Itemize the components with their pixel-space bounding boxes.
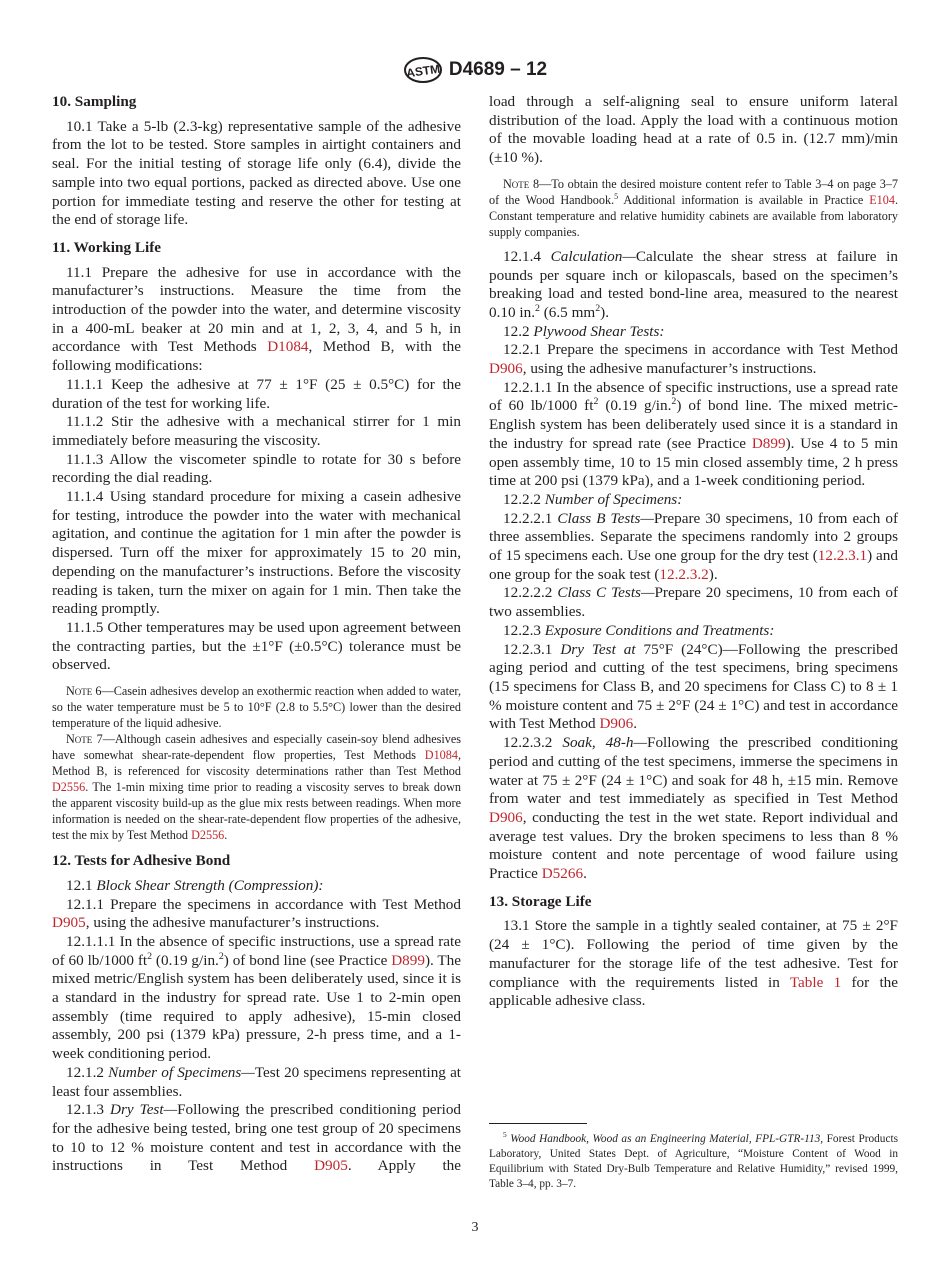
text-run: 12.1.3 [66, 1101, 110, 1119]
text-run: 13.1 Store the sample in a tightly sealed container, at 75 ± 2°F (24 ± 1°C). Following the period of time given by the manufacturer for the storage life of the test adhesive. Test for compliance with the requirements listed in [489, 917, 898, 991]
text-run: —Casein adhesives develop an exothermic reaction when added to water, so the water temperature must be 5 to 10°F (2.8 to 5.5°C) lower than the desired temperature of the liquid adhesive. [52, 684, 462, 731]
text-run: 75°F (24°C)—Following the prescribed aging period and cutting of the test specimens, bring specimens (15 specimens for Class B, and 20 specimens for Class C) to 8 ± 1 % moisture content and 75 ± 2°F (24 ± 1°C) and test in accordance with Test Method [489, 640, 899, 733]
text-run: 12.2.3 [503, 621, 545, 639]
text-run: Prepare 20 specimens, 10 from each of two assemblies. [489, 584, 899, 621]
right-column [489, 93, 898, 1011]
text-run: Following the prescribed conditioning period for the adhesive being tested, bring one test group of 20 specimens to 10 to 12 % moisture content and test in accordance with the instructions in Test Method [52, 1101, 462, 1175]
text-run: load through a self-aligning seal to ensure uniform lateral distribution of the load. Apply the load with a continuous motion of the movable loading head at a rate of 0.5 in. (12.7 mm)/min (±10 %). [489, 93, 898, 167]
paragraph [52, 264, 461, 376]
italic-text: Calculation— [550, 247, 636, 265]
text-run: 12.1.2 [66, 1063, 109, 1081]
section-heading [52, 93, 461, 112]
text-run: 12.2.3.2 [503, 734, 563, 752]
section-heading [52, 239, 461, 258]
italic-text: Class B Tests— [557, 509, 654, 527]
paragraph [489, 510, 898, 585]
italic-text: Block Shear Strength (Compression): [96, 876, 324, 894]
note-label: Note 8 [503, 176, 540, 191]
text-run: ) of bond line (see Practice [223, 951, 392, 969]
footnote [489, 1132, 898, 1192]
reference-link[interactable]: D5266 [541, 865, 584, 883]
italic-text: Plywood Shear Tests: [533, 322, 665, 340]
text-run: ). [708, 565, 718, 583]
text-run: 12.2.2.2 [503, 584, 558, 602]
reference-link[interactable]: D2556 [52, 780, 86, 795]
text-run: 12. Tests for Adhesive Bond [52, 852, 231, 870]
text-run: —To obtain the desired moisture content refer to Table 3–4 on page 3–7 of the Wood Handbook. [489, 176, 899, 207]
italic-text: Exposure Conditions and Treatments: [544, 621, 775, 639]
reference-link[interactable]: D1084 [267, 338, 309, 356]
reference-link[interactable]: D906 [489, 360, 523, 378]
superscript: 2 [218, 950, 224, 962]
note [52, 683, 461, 731]
superscript: 2 [593, 396, 599, 408]
text-run: Calculate the shear stress at failure in pounds per square inch or kilopascals, based on the specimen’s breaking load and tested bond-line area, measured to the nearest 0.10 in. [489, 247, 898, 321]
paragraph [52, 451, 461, 488]
text-run: 12.2 [503, 322, 534, 340]
text-run: , using the adhesive manufacturer’s instructions. [522, 360, 817, 378]
paragraph [489, 917, 898, 1011]
text-run: 11.1.3 Allow the viscometer spindle to rotate for 30 s before recording the dial reading. [52, 450, 461, 487]
text-run: 10. Sampling [52, 93, 137, 110]
note [52, 731, 461, 843]
paragraph [489, 491, 898, 510]
paragraph [52, 1064, 461, 1101]
note-label: Note 7 [66, 732, 103, 747]
text-run: 12.1.4 [503, 247, 551, 265]
reference-link[interactable]: D1084 [424, 748, 458, 763]
text-run: , using the adhesive manufacturer’s instructions. [85, 914, 380, 932]
reference-link[interactable]: D899 [391, 951, 425, 969]
reference-link[interactable]: D905 [314, 1157, 348, 1175]
text-run: . Apply the [347, 1157, 461, 1175]
paragraph [489, 341, 898, 378]
paragraph [489, 323, 898, 342]
footnote-divider [489, 1123, 587, 1124]
superscript: 5 [614, 191, 619, 201]
italic-text: Dry Test— [110, 1101, 178, 1119]
italic-text: Soak, 48-h— [562, 734, 648, 752]
text-run: . [224, 828, 228, 843]
text-run: , Method B, with the following modifications: [52, 338, 461, 375]
paragraph [52, 1101, 461, 1176]
reference-link[interactable]: 12.2.3.2 [659, 565, 709, 583]
italic-text: Class C Tests— [557, 584, 655, 602]
reference-link[interactable]: E104 [869, 192, 895, 207]
text-run: 12.2.1 Prepare the specimens in accordance with Test Method [503, 341, 898, 359]
text-run: ) and one group for the soak test ( [489, 547, 898, 583]
text-run: 11.1.5 Other temperatures may be used upon agreement between the contracting parties, but the ±1°F (±0.5°C) tolerance must be observed. [52, 618, 461, 674]
italic-text: Number of Specimens— [108, 1063, 255, 1081]
reference-link[interactable]: D905 [52, 914, 86, 932]
text-run: 10.1 Take a 5-lb (2.3-kg) representative sample of the adhesive from the lot to be tested. Store samples in airtight containers and seal. For the initial testing of storage life only (6.4), divide the sample into two equal portions, packed as directed above. Use one portion for immediate testing and reserve the other for testing at the end of storage life. [52, 117, 461, 229]
page-number: 3 [471, 1220, 479, 1235]
text-run: (0.19 g/in. [598, 397, 672, 415]
note [489, 176, 898, 240]
superscript: 2 [535, 302, 540, 314]
paragraph [489, 734, 898, 884]
text-run: 12.2.1.1 In the absence of specific instructions, use a spread rate of 60 lb/1000 ft [489, 378, 898, 415]
text-run: . [633, 715, 637, 733]
text-run: 13. Storage Life [489, 892, 592, 910]
text-run: (6.5 mm [539, 303, 596, 321]
text-run: 11.1.4 Using standard procedure for mixing a casein adhesive for testing, introduce the powder into the water with mechanical agitation, and continue the agitation for 1 min after the powder is dispersed. Turn off the mixer for approximately 15 to 20 min, depending on the manufacturer’s instructions. Before the viscosity reading is taken, turn the mixer on again for 1 min. Then take the reading promptly. [52, 488, 461, 618]
paragraph [52, 118, 461, 230]
reference-link[interactable]: 12.2.3.1 [817, 547, 868, 565]
reference-link[interactable]: D906 [599, 715, 634, 733]
paragraph [489, 93, 898, 168]
italic-text: Number of Specimens: [544, 490, 683, 508]
left-column [52, 93, 461, 1176]
document-id: D4689 – 12 [448, 59, 548, 80]
text-run: , conducting the test in the wet state. Report individual and average test values. Dry the broken specimens to less than 8 % moisture content and note percentage of wood failure using Practice [489, 808, 898, 883]
text-run: ). Use 4 to 5 min open assembly time, 10 to 15 min closed assembly time, 2 h press time at 200 psi (1379 kPa), and a 1-week conditioning period. [489, 434, 898, 490]
paragraph [489, 641, 898, 735]
paragraph [489, 379, 898, 491]
text-run: 12.1.1.1 In the absence of specific instructions, use a spread rate of 60 lb/1000 ft [52, 932, 461, 969]
reference-link[interactable]: D906 [489, 808, 523, 826]
paragraph [52, 413, 461, 450]
text-run: ). The mixed metric/English system has been deliberately used, since it is a standard in the industry for spread rate. Use 1 to 2-min open assembly (time required to apply adhesive), 15-min closed assembly, 200 psi (1379 kPa) pressure, 2-h press time, and a 1-week conditioning period. [52, 951, 462, 1063]
astm-logo-icon [403, 56, 443, 84]
text-run: ) of bond line. The mixed metric-English system has been deliberately used since it is a standard in the industry for spread rate (see Practice [489, 397, 898, 452]
text-run: 12.2.2.1 [503, 509, 558, 527]
text-run: 11.1.2 Stir the adhesive with a mechanical stirrer for 1 min immediately before measuring the viscosity. [52, 413, 461, 449]
text-run: 12.1 [66, 876, 97, 894]
text-run: Prepare 30 specimens, 10 from each of three assemblies. Separate the specimens randomly into 2 groups of 15 specimens each. Use one group for the dry test ( [489, 509, 899, 565]
paragraph [489, 248, 898, 323]
text-run: 12.1.1 Prepare the specimens in accordance with Test Method [66, 895, 461, 913]
text-run: , Method B, is referenced for viscosity determinations rather than Test Method [52, 748, 461, 779]
text-run: 11.1 Prepare the adhesive for use in accordance with the manufacturer’s instructions. Measure the time from the introduction of the powder into the water, and determine viscosity in a 400-mL beaker at 20 min and at 1, 2, 3, 4, and 5 h, in accordance with Test Methods [52, 263, 461, 356]
italic-text: Wood Handbook, Wood as an Engineering Material, FPL-GTR-113, [506, 1133, 824, 1145]
text-run: Forest Products Laboratory, United States Dept. of Agriculture, “Moisture Content of Wood in Equilibrium with Stated Dry-Bulb Temperature and Relative Humidity,” revised 1999, Table 3–4, pp. 3–7. [489, 1133, 898, 1190]
note-label: Note 6 [66, 684, 102, 699]
paragraph [52, 896, 461, 933]
reference-link[interactable]: Table 1 [789, 973, 842, 991]
paragraph [52, 933, 461, 1064]
reference-link[interactable]: D2556 [191, 828, 225, 843]
text-run: . [583, 865, 587, 883]
paragraph [489, 584, 898, 621]
reference-link[interactable]: D899 [751, 434, 786, 452]
section-heading [52, 852, 461, 871]
text-run: Test 20 specimens representing at least four assemblies. [52, 1063, 462, 1100]
italic-text: Dry Test at [560, 640, 644, 658]
superscript: 2 [147, 950, 153, 962]
text-run: 11.1.1 Keep the adhesive at 77 ± 1°F (25 ± 0.5°C) for the duration of the test for working life. [52, 375, 461, 412]
text-run: —Although casein adhesives and especially casein-soy blend adhesives have somewhat shear-rate-dependent flow properties, Test Methods [52, 732, 461, 763]
svg-text:ASTM: ASTM [405, 61, 441, 81]
text-run: ). [600, 303, 609, 321]
paragraph [52, 488, 461, 619]
text-run: Additional information is available in Practice [618, 192, 870, 207]
text-run: . The 1-min mixing time prior to reading a viscosity serves to break down the apparent viscosity build-up as the glue mix rests between readings. When more information is needed on the shear-rate-dependent flow properties of the adhesive, test the mix by Test Method [52, 780, 461, 843]
superscript: 2 [595, 302, 601, 314]
text-run: 11. Working Life [52, 238, 162, 256]
superscript: 2 [671, 396, 677, 408]
text-run: Following the prescribed conditioning period and cutting of the test specimens, immerse the specimens in water at 75 ± 2°F (24 ± 1°C) and soak for 48 h, ±15 min. Remove from water and test immediately as specified in Test Method [489, 734, 899, 808]
text-run: (0.19 g/in. [152, 951, 219, 969]
paragraph [489, 622, 898, 641]
paragraph [52, 877, 461, 896]
text-run: 12.2.3.1 [503, 640, 561, 658]
paragraph [52, 376, 461, 413]
superscript: 5 [503, 1130, 507, 1140]
text-run: . Constant temperature and relative humidity cabinets are available from laboratory supply companies. [489, 192, 898, 239]
paragraph [52, 619, 461, 675]
text-run: 12.2.2 [503, 490, 545, 508]
text-run: for the applicable adhesive class. [489, 973, 899, 1010]
page-header [0, 56, 950, 84]
section-heading [489, 893, 898, 912]
